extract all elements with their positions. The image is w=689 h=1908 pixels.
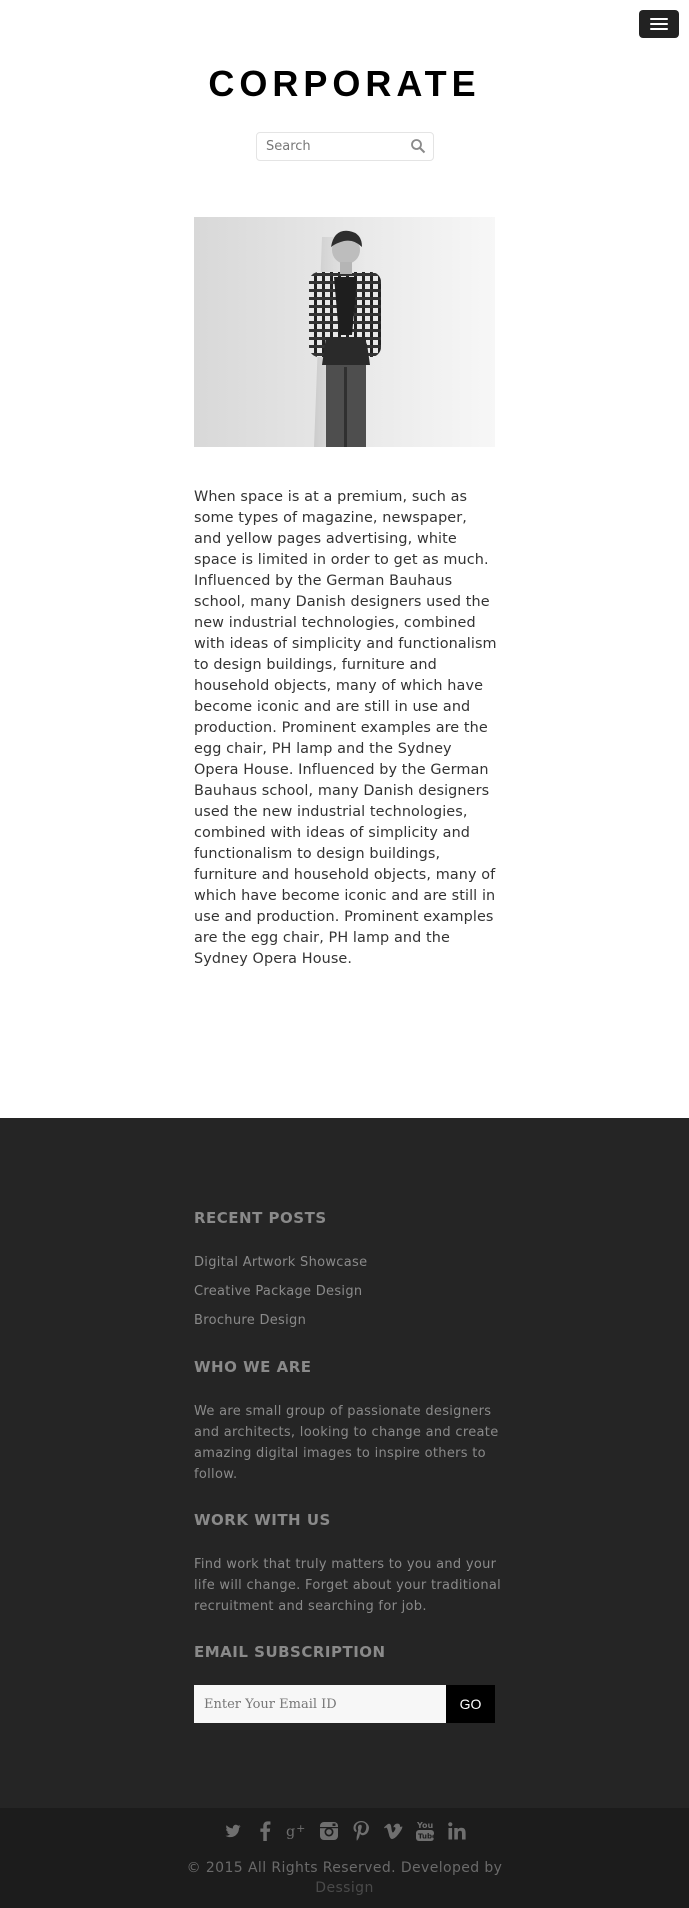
article-image xyxy=(194,217,495,447)
recent-post-link[interactable]: Digital Artwork Showcase xyxy=(194,1255,368,1270)
google-plus-icon[interactable] xyxy=(286,1820,308,1842)
linkedin-icon[interactable] xyxy=(446,1820,468,1842)
twitter-icon[interactable] xyxy=(222,1820,244,1842)
recent-posts-title: RECENT POSTS xyxy=(194,1209,327,1227)
copyright xyxy=(0,1858,689,1898)
hamburger-menu-icon[interactable] xyxy=(639,10,679,38)
social-icons xyxy=(0,1820,689,1844)
who-we-are-title: WHO WE ARE xyxy=(194,1358,312,1376)
svg-text:Tube: Tube xyxy=(417,1832,437,1841)
search-icon[interactable] xyxy=(410,138,426,154)
youtube-icon[interactable] xyxy=(414,1820,436,1842)
pinterest-icon[interactable] xyxy=(350,1820,372,1842)
email-field[interactable] xyxy=(194,1685,446,1723)
site-logo[interactable]: CORPORATE xyxy=(208,63,481,104)
recent-post-link[interactable]: Brochure Design xyxy=(194,1313,307,1328)
article-body: When space is at a premium, such as some types of magazine, newspaper, and yellow pages advertising, white space is limited in order to get as much. Influenced by the German Bauhaus school, many Danish designers used the new industrial technologies, combined with ideas of simplicity and functionalism to design buildings, furniture and household objects, many of which have become iconic and are still in use and production. Prominent examples are the egg chair, PH lamp and the Sydney Opera House. Influenced by the German Bauhaus school, many Danish designers used the new industrial technologies, combined with ideas of simplicity and functionalism to design buildings, furniture and household objects, many of which have become iconic and are still in use and production. Prominent examples are the egg chair, PH lamp and the Sydney Opera House. xyxy=(194,489,497,967)
instagram-icon[interactable] xyxy=(318,1820,340,1842)
email-subscription-title: EMAIL SUBSCRIPTION xyxy=(194,1643,386,1661)
copyright-text: © 2015 All Rights Reserved. Developed by xyxy=(186,1860,503,1876)
vimeo-icon[interactable] xyxy=(382,1820,404,1842)
developer-link[interactable]: Dessign xyxy=(315,1880,374,1896)
who-we-are-text: We are small group of passionate designers and architects, looking to change and create amazing digital images to inspire others to follow. xyxy=(194,1404,499,1482)
search-box xyxy=(256,132,434,161)
recent-post-link[interactable]: Creative Package Design xyxy=(194,1284,363,1299)
work-with-us-title: WORK WITH US xyxy=(194,1511,331,1529)
facebook-icon[interactable] xyxy=(254,1820,276,1842)
svg-text:+: + xyxy=(295,1821,305,1835)
search-input[interactable] xyxy=(257,133,407,160)
svg-text:You: You xyxy=(416,1821,433,1830)
work-with-us-text: Find work that truly matters to you and your life will change. Forget about your traditional recruitment and searching for job. xyxy=(194,1557,502,1614)
subscribe-button[interactable]: GO xyxy=(446,1685,495,1723)
svg-text:g: g xyxy=(285,1824,295,1841)
